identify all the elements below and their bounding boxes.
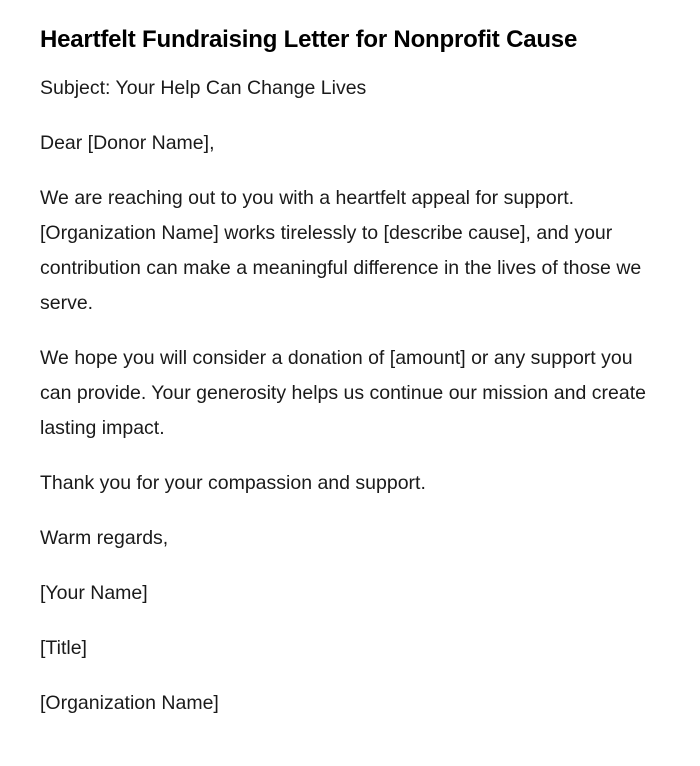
signature-name: [Your Name]	[40, 582, 148, 604]
body-paragraph-appeal: We are reaching out to you with a heartfelt appeal for support. [Organization Name] works tirelessly to [describe cause], and your contribution can make a meaningful difference in the lives of those we serve.	[40, 187, 642, 314]
letter-closing: Warm regards,	[40, 527, 169, 549]
signature-title: [Title]	[40, 637, 87, 659]
body-paragraph-thanks: Thank you for your compassion and support.	[40, 472, 426, 494]
letter-title: Heartfelt Fundraising Letter for Nonprofit Cause	[40, 26, 578, 53]
letter-salutation: Dear [Donor Name],	[40, 132, 215, 154]
letter-subject: Subject: Your Help Can Change Lives	[40, 77, 367, 99]
letter	[40, 22, 650, 741]
signature-organization: [Organization Name]	[40, 692, 219, 714]
body-paragraph-donation: We hope you will consider a donation of [amount] or any support you can provide. Your generosity helps us continue our mission and create lasting impact.	[40, 347, 646, 439]
